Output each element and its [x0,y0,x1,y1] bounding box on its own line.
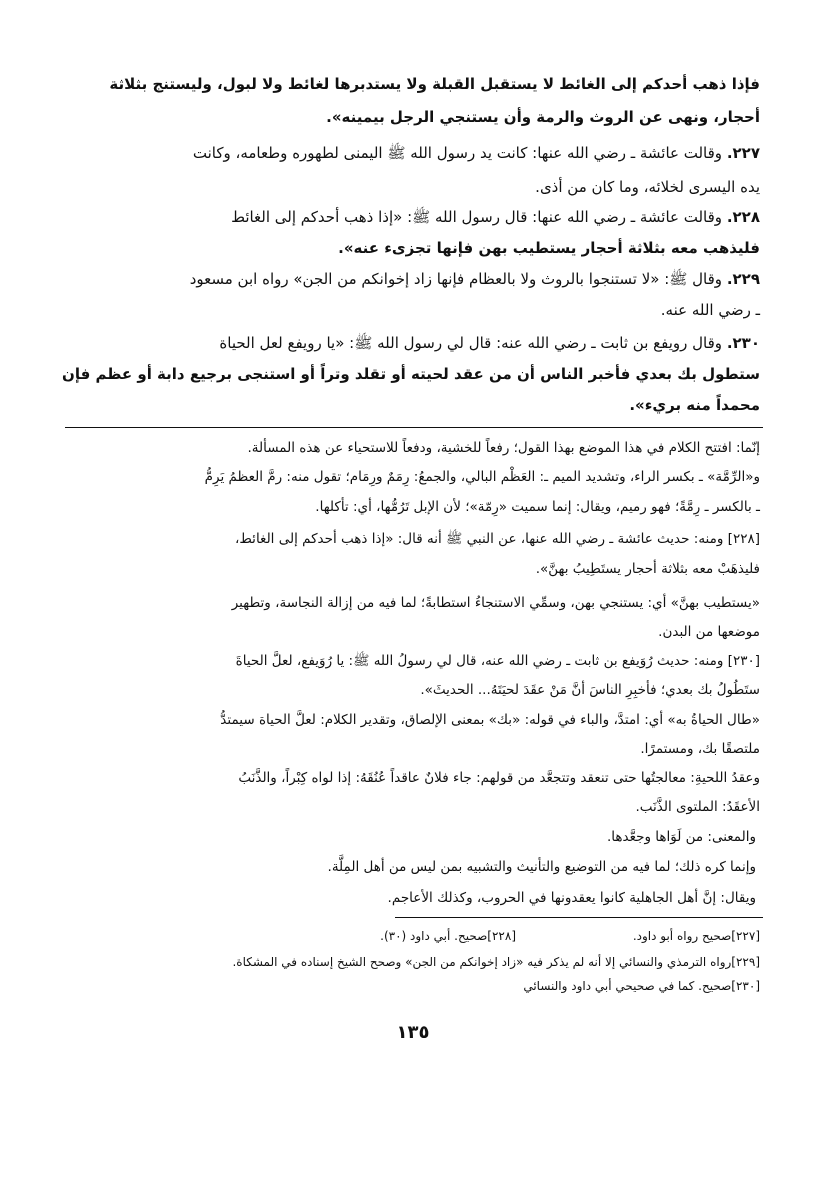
footnote-228: [٢٢٨]صحيح. أبي داود (٣٠). [380,929,516,943]
divider-line [65,427,763,428]
text-line: فليذهب معه بثلاثة أحجار يستطيب بهن فإنها تجزىء عنه». [338,239,760,257]
note-line: ـ بالكسر ـ رِمَّةً؛ فهو رميم، ويقال: إنما سميت «رِمّة»؛ لأن الإبل تَرُمُّها، أي: تأكلها. [315,499,760,515]
text-line: فإذا ذهب أحدكم إلى الغائط لا يستقبل القبلة ولا يستدبرها لغائط ولا لبول، وليستنج بثلاثة [109,75,760,93]
note-line: و«الرِّمَّة» ـ بكسر الراء، وتشديد الميم ـ: العَظْم البالي، والجمعُ: رِمَمٌ ورِمَام؛ تقول منه: رمَّ العظمُ يَرِمُّ [204,469,760,485]
footnote-229: [٢٢٩]رواه الترمذي والنسائي إلا أنه لم يذكر فيه «زاد إخوانكم من الجن» وصحح الشيخ إسناده في المشكاة. [232,955,760,969]
hadith-number: ٢٢٩. [726,270,760,288]
text-line [219,336,760,351]
text-line: ـ رضي الله عنه. [660,301,760,319]
text-line [193,146,760,161]
footnote-divider [395,917,763,918]
note-line: ستَطُولُ بك بعدي؛ فأخبِرِ الناسَ أنَّ مَنْ عقَدَ لحيَتَهُ... الحديثَ». [420,682,760,698]
hadith-number: ٢٢٧. [726,144,760,162]
note-line: موضعها من البدن. [658,624,760,640]
hadith-number: ٢٣٠. [726,334,760,352]
hadith-text: وقال رويفع بن ثابت ـ رضي الله عنه: قال لي رسول الله ﷺ: «يا رويفع لعل الحياة [219,334,723,352]
text-line: يده اليسرى لخلائه، وما كان من أذى. [535,178,760,196]
text-line [231,210,760,225]
text-line: محمداً منه بريء». [629,396,760,414]
note-line: إنّما: افتتح الكلام في هذا الموضع بهذا القول؛ رفعاً للخشية، ودفعاً للاستحياء عن هذه المسألة. [247,440,760,456]
note-line: ويقال: إنَّ أهل الجاهلية كانوا يعقدونها في الحروب، وكذلك الأعاجم. [387,890,756,906]
hadith-text: وقالت عائشة ـ رضي الله عنها: قال رسول الله ﷺ: «إذا ذهب أحدكم إلى الغائط [231,208,723,226]
hadith-text: وقالت عائشة ـ رضي الله عنها: كانت يد رسول الله ﷺ اليمنى لطهوره وطعامه، وكانت [192,144,723,162]
note-line: «يستطيب بهنَّ» أي: يستنجي بهن، وسمِّي الاستنجاءُ استطابةً؛ لما فيه من إزالة النجاسة، وتطهير [231,595,760,611]
text-line: أحجار، ونهى عن الروث والرمة وأن يستنجي الرجل بيمينه». [326,108,760,126]
hadith-number: ٢٢٨. [726,208,760,226]
note-line: الأعقَدُ: الملتوى الذَّنَب. [635,799,760,815]
text-line [190,272,760,287]
note-line: فليذهَبْ معه بثلاثة أحجار يستَطِيبُ بهنَّ». [535,561,760,577]
footnote-227: [٢٢٧]صحيح رواه أبو داود. [632,929,760,943]
text-line: ستطول بك بعدي فأخبر الناس أن من عقد لحيته أو تقلد وتراً أو استنجى برجيع دابة أو عظم فإن [62,365,760,383]
note-line: «طال الحياةُ به» أي: امتدَّ، والباء في قوله: «بك» بمعنى الإلصاق، وتقدير الكلام: لعلَّ الحياة سيمتدُّ [220,712,760,728]
note-line: والمعنى: من لَوَاها وجعَّدها. [606,829,756,845]
hadith-text: وقال ﷺ: «لا تستنجوا بالروث ولا بالعظام فإنها زاد إخوانكم من الجن» رواه ابن مسعود [189,270,723,288]
note-line: [٢٢٨] ومنه: حديث عائشة ـ رضي الله عنها، عن النبي ﷺ أنه قال: «إذا ذهب أحدكم إلى الغائط، [235,531,760,547]
note-line: [٢٣٠] ومنه: حديث رُوَيفع بن ثابت ـ رضي الله عنه، قال لي رسولُ الله ﷺ: يا رُوَيفع، لعلَّ الحياةَ [235,653,760,669]
note-line: وإنما كره ذلك؛ لما فيه من التوضيع والتأنيث والتشبيه بمن ليس من أهل المِلَّة. [327,859,756,875]
footnote-230: [٢٣٠]صحيح. كما في صحيحي أبي داود والنسائي [523,979,760,993]
page-number: ١٣٥ [396,1022,430,1043]
note-line: ملتصقًا بك، ومستمرًا. [640,741,760,757]
note-line: وعقدُ اللحيةِ: معالجتُها حتى تنعقد وتتجعَّد من قولهم: جاء فلانٌ عاقداً عُنُقَهُ: إذا لواه كِبْراً، والذَّنَبُ [238,770,760,786]
